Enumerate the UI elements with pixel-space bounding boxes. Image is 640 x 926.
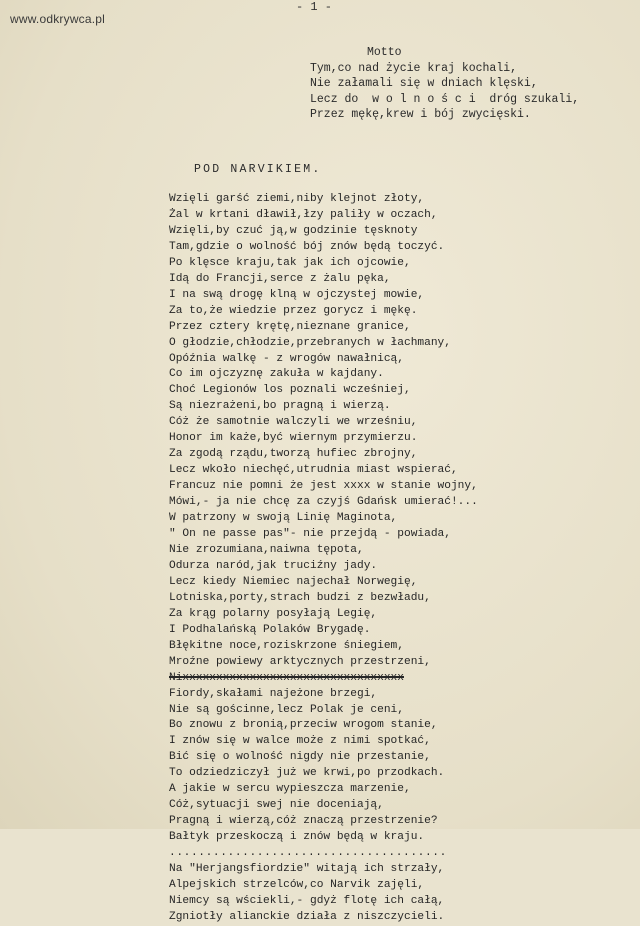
poem-line: Żal w krtani dławił,łzy paliły w oczach, (169, 208, 438, 221)
poem-line: Francuz nie pomni że jest xxxx w stanie wojny, (169, 480, 478, 493)
poem-line: Lotniska,porty,strach budzi z bezwładu, (169, 591, 431, 604)
page-number: - 1 - (296, 0, 333, 14)
poem-line: To odziedziczył już we krwi,po przodkach. (169, 767, 445, 780)
poem-line: Fiordy,skałami najeżone brzegi, (169, 687, 378, 700)
poem-line: Lecz wkoło niechęć,utrudnia miast wspierać, (169, 464, 458, 477)
poem-line: Tam,gdzie o wolność bój znów będą toczyć. (169, 240, 445, 253)
poem-line: Wzięli garść ziemi,niby klejnot złoty, (169, 193, 425, 205)
poem-line: Mówi,- ja nie chcę za czyjś Gdańsk umierać!... (169, 496, 478, 509)
poem-line: Nie zrozumiana,naiwna tępota, (169, 543, 364, 556)
poem-line: Nie są gościnne,lecz Polak je ceni, (169, 703, 404, 716)
poem-line: Alpejskich strzelców,co Narvik zajęli, (169, 878, 425, 891)
poem-line: Mroźne powiewy arktycznych przestrzeni, (169, 655, 431, 668)
poem-title: POD NARVIKIEM. (194, 163, 322, 176)
motto-line: Lecz do w o l n o ś c i dróg szukali, (310, 92, 580, 106)
poem-line: Odurza naród,jak truciźny jady. (169, 559, 378, 572)
dotted-separator: ...................................... (169, 847, 447, 860)
poem-body (169, 192, 478, 926)
site-watermark: www.odkrywca.pl (10, 12, 106, 26)
poem-line: Za zgodą rządu,tworzą hufiec zbrojny, (169, 448, 418, 461)
poem-line: Bałtyk przeskoczą i znów będą w kraju. (169, 831, 425, 844)
motto-line: Tym,co nad życie kraj kochali, (310, 61, 518, 75)
poem-line: W patrzony w swoją Linię Maginota, (169, 512, 398, 525)
poem-line: Honor im każe,być wiernym przymierzu. (169, 432, 418, 445)
poem-line: Niemcy są wściekli,- gdyż flotę ich całą, (169, 894, 445, 907)
motto-line: Nie załamali się w dniach klęski, (310, 77, 538, 90)
poem-line: I Podhalańską Polaków Brygadę. (169, 623, 371, 636)
motto-heading: Motto (367, 46, 402, 59)
poem-line: Cóż że samotnie walczyli we wrześniu, (169, 416, 418, 429)
poem-line: Za krąg polarny posyłają Legię, (169, 607, 378, 620)
poem-line: Co im ojczyznę zakuła w kajdany. (169, 368, 384, 381)
poem-line: Lecz kiedy Niemiec najechał Norwegię, (169, 575, 418, 588)
motto-line: Przez mękę,krew i bój zwycięski. (310, 108, 531, 121)
poem-line: Bo znowu z bronią,przeciw wrogom stanie, (169, 719, 438, 732)
poem-line: Choć Legionów los poznali wcześniej, (169, 384, 411, 397)
poem-line: I znów się w walce może z nimi spotkać, (169, 735, 431, 748)
poem-line: O głodzie,chłodzie,przebranych w łachmany, (169, 336, 451, 349)
poem-line-struck: Nixxxxxxxxxxxxxxxxxxxxxxxxxxxxxxxxx (169, 671, 404, 684)
poem-line: Błękitne noce,roziskrzone śniegiem, (169, 639, 404, 652)
poem-line: Zgniotły alianckie działa z niszczycieli. (169, 910, 445, 923)
poem-line: I na swą drogę klną w ojczystej mowie, (169, 288, 425, 301)
motto-block (310, 45, 579, 123)
poem-line: Pragną i wierzą,cóż znaczą przestrzenie? (169, 815, 438, 828)
poem-line: Bić się o wolność nigdy nie przestanie, (169, 751, 431, 764)
poem-line: Idą do Francji,serce z żalu pęka, (169, 272, 391, 285)
poem-line: Opóźnia walkę - z wrogów nawałnicą, (169, 352, 404, 365)
poem-line: Cóż,sytuacji swej nie doceniają, (169, 799, 384, 812)
poem-line: Za to,że wiedzie przez gorycz i mękę. (169, 304, 418, 317)
poem-line: Na "Herjangsfiordzie" witają ich strzały, (169, 863, 445, 876)
poem-line: " On ne passe pas"- nie przejdą - powiada, (169, 528, 451, 541)
poem-line: Są niezrażeni,bo pragną i wierzą. (169, 400, 391, 413)
poem-line: Wzięli,by czuć ją,w godzinie tęsknoty (169, 224, 418, 237)
poem-line: Przez cztery krętę,nieznane granice, (169, 320, 411, 333)
poem-line: A jakie w sercu wypieszcza marzenie, (169, 783, 411, 796)
poem-line: Po klęsce kraju,tak jak ich ojcowie, (169, 256, 411, 269)
